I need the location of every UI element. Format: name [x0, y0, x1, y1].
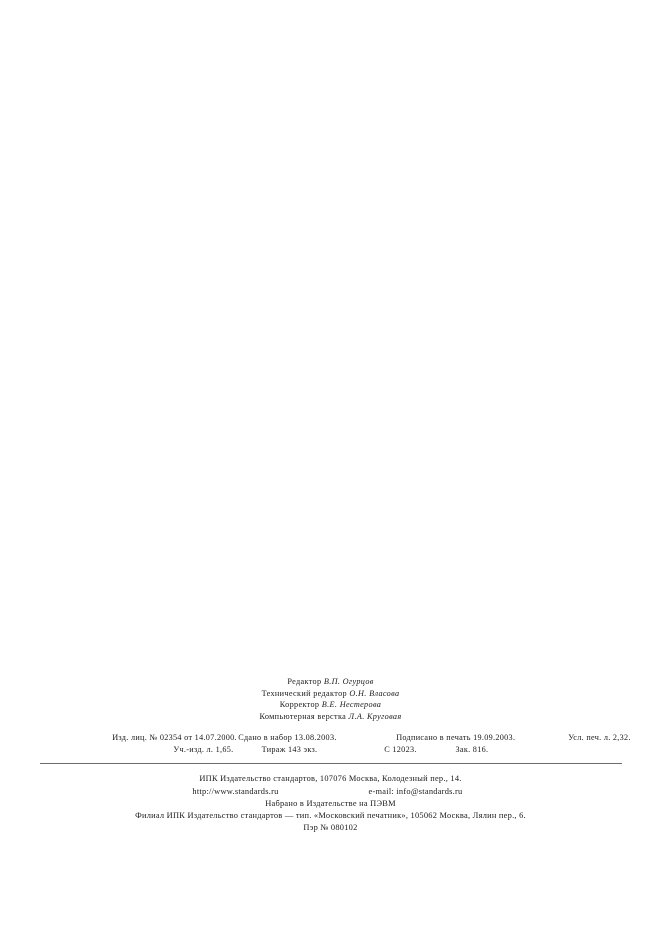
colophon-block [0, 676, 661, 834]
publisher-website[interactable]: http://www.standards.ru [192, 786, 279, 796]
typeset-date: Сдано в набор 13.08.2003. [238, 733, 337, 743]
credits-list [0, 676, 661, 722]
publisher-contacts [0, 786, 661, 798]
credit-name: В.Е. Нестерова [321, 700, 382, 710]
imprint-line-1 [0, 732, 661, 744]
typeset-note: Набрано в Издательстве на ПЭВМ [265, 798, 396, 808]
barcode-number: Пэр № 080102 [303, 823, 358, 833]
printed-sheets: Усл. печ. л. 2,32. [568, 733, 631, 743]
credit-name: В.П. Огурцов [323, 677, 374, 686]
credit-role: Редактор [287, 677, 322, 686]
horizontal-divider [40, 763, 622, 764]
credit-row [0, 711, 661, 723]
account-sheets: Уч.-изд. л. 1,65. [173, 745, 234, 755]
credit-role: Компьютерная верстка [259, 711, 347, 721]
license-info: Изд. лиц. № 02354 от 14.07.2000. [112, 733, 237, 743]
publisher-address: ИПК Издательство стандартов, 107076 Москва, Колодезный пер., 14. [199, 774, 462, 784]
order-code: С 12023. [384, 745, 417, 755]
order-number: Зак. 816. [455, 745, 489, 755]
credit-role: Корректор [279, 700, 320, 710]
publisher-email[interactable]: e-mail: info@standards.ru [368, 786, 463, 796]
publisher-block [0, 773, 661, 834]
publisher-branch: Филиал ИПК Издательство стандартов — тип. «Московский печатник», 105062 Москва, Лялин пер., 6. [135, 810, 526, 820]
credit-name: О.Н. Власова [349, 688, 400, 698]
signed-date: Подписано в печать 19.09.2003. [396, 733, 516, 743]
imprint-line-2 [0, 744, 661, 756]
credit-row [0, 676, 661, 688]
credit-name: Л.А. Круговая [348, 711, 402, 721]
credit-role: Технический редактор [261, 688, 347, 698]
credit-row [0, 688, 661, 700]
imprint-block [0, 732, 661, 756]
circulation: Тираж 143 экз. [261, 745, 318, 755]
credit-row [0, 699, 661, 711]
